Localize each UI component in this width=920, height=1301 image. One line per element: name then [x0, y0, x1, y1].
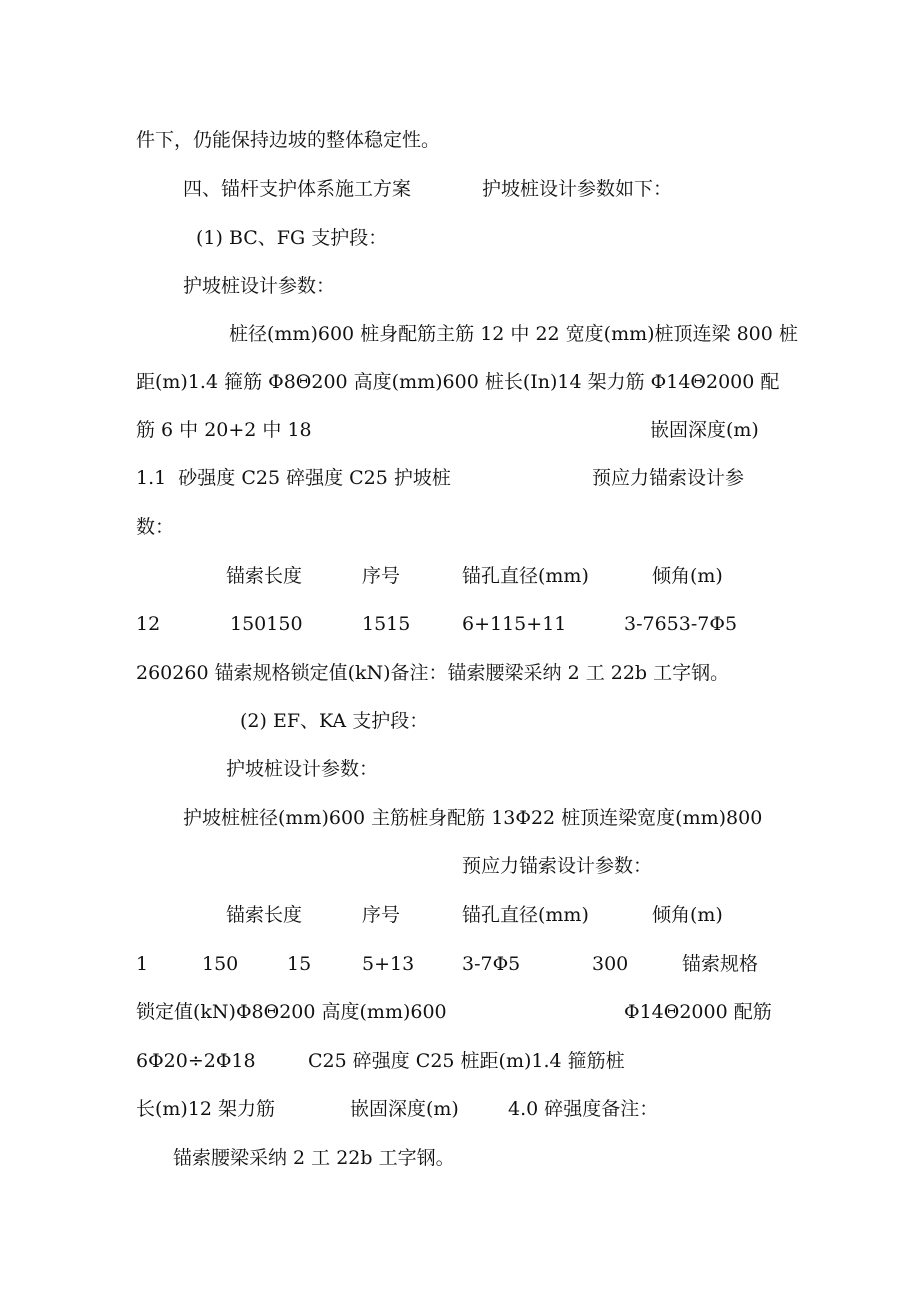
text-line: 预应力锚索设计参	[592, 467, 745, 489]
table-cell: 12	[136, 613, 161, 635]
table-cell: 6+115+11	[462, 613, 567, 635]
text-line: 锁定值(kN)Φ8Θ200 高度(mm)600	[136, 1001, 447, 1023]
table-cell: 150	[202, 953, 239, 975]
table-cell: 3-7Φ5	[462, 953, 521, 975]
text-line: 长(m)12 架力筋	[136, 1098, 276, 1120]
table-header-cell: 序号	[362, 565, 401, 587]
text-line: 预应力锚索设计参数：	[462, 855, 653, 877]
table-cell: 3-7653-7Φ5	[624, 613, 738, 635]
table-cell: 150150	[230, 613, 303, 635]
text-line: 1.1 砂强度 C25 碎强度 C25 护坡桩	[136, 467, 451, 489]
table-header-cell: 倾角(m)	[652, 904, 723, 926]
table-cell: 5+13	[362, 953, 415, 975]
table-header-cell: 锚索长度	[226, 565, 303, 587]
text-line: 护坡桩桩径(mm)600 主筋桩身配筋 13Φ22 桩顶连梁宽度(mm)800	[183, 807, 763, 829]
text-line: 260260 锚索规格锁定值(kN)备注：锚索腰梁采纳 2 工 22b 工字钢。	[136, 662, 730, 684]
text-line: 嵌固深度(m)	[650, 419, 759, 441]
text-line: 护坡桩设计参数：	[226, 758, 379, 780]
text-line: 6Φ20÷2Φ18	[136, 1050, 256, 1072]
section-heading: 四、锚杆支护体系施工方案	[183, 178, 412, 200]
text-line: 护坡桩设计参数如下：	[482, 178, 673, 200]
table-cell: 1515	[362, 613, 411, 635]
text-line: Φ14Θ2000 配筋	[624, 1001, 772, 1023]
text-line: 件下，仍能保持边坡的整体稳定性。	[136, 129, 441, 151]
text-line: 嵌固深度(m)	[350, 1098, 459, 1120]
table-cell: 300	[592, 953, 629, 975]
text-line: 锚索腰梁采纳 2 工 22b 工字钢。	[173, 1147, 455, 1169]
text-line: 桩径(mm)600 桩身配筋主筋 12 中 22 宽度(mm)桩顶连梁 800 桩	[229, 323, 798, 345]
subsection-heading: (2) EF、KA 支护段：	[240, 710, 429, 732]
text-line: 筋 6 中 20+2 中 18	[136, 419, 312, 441]
table-header-cell: 锚孔直径(mm)	[462, 904, 589, 926]
text-line: 数：	[136, 516, 175, 538]
table-cell: 锚索规格	[682, 953, 759, 975]
table-cell: 15	[287, 953, 312, 975]
table-header-cell: 锚索长度	[226, 904, 303, 926]
text-line: 4.0 碎强度备注：	[508, 1098, 659, 1120]
table-header-cell: 序号	[362, 904, 401, 926]
table-cell: 1	[136, 953, 149, 975]
text-line: 距(m)1.4 箍筋 Φ8Θ200 高度(mm)600 桩长(In)14 架力筋 Φ14Θ2000 配	[136, 371, 780, 393]
text-line: 护坡桩设计参数：	[183, 275, 336, 297]
text-line: C25 碎强度 C25 桩距(m)1.4 箍筋桩	[308, 1050, 625, 1072]
table-header-cell: 锚孔直径(mm)	[462, 565, 589, 587]
subsection-heading: (1) BC、FG 支护段：	[196, 227, 388, 249]
table-header-cell: 倾角(m)	[652, 565, 723, 587]
